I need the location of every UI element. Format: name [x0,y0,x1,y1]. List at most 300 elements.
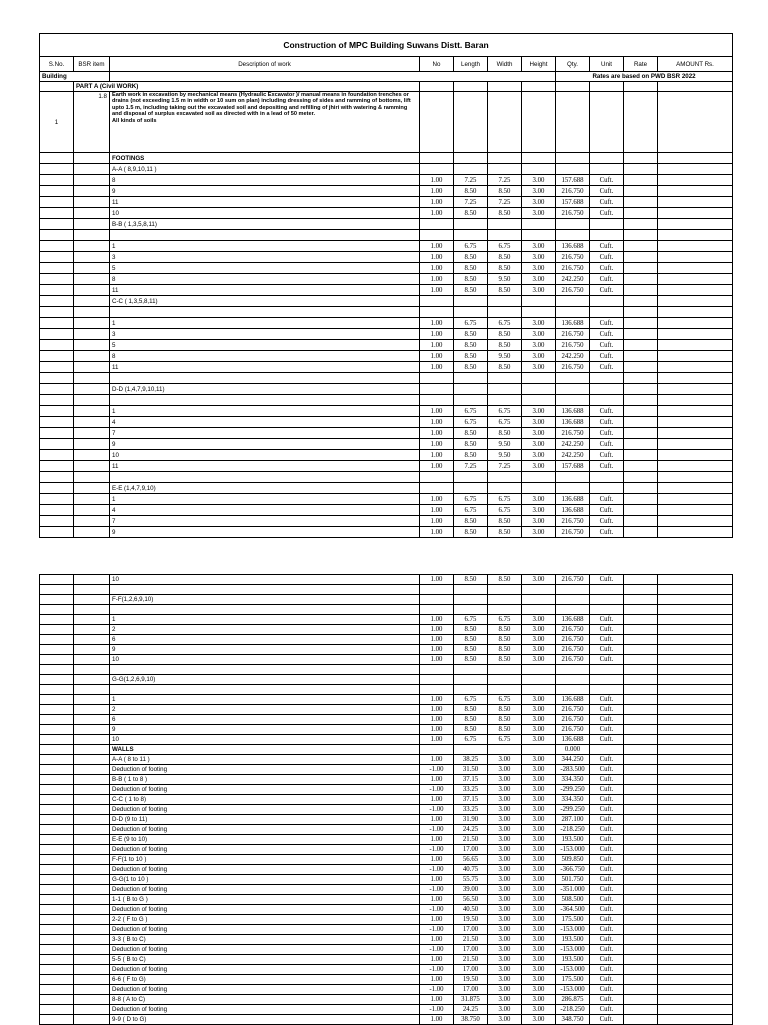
rate-cell [624,296,658,307]
rate-cell [624,605,658,615]
bsr-cell [74,406,110,417]
table-row [40,725,733,735]
unit-cell: Cuft. [590,615,624,625]
item-sno: 1 [40,92,74,153]
amount-cell [658,605,733,615]
qty-cell: 157.688 [556,461,590,472]
description-cell: A-A ( 8,9,10,11 ) [110,164,420,175]
qty-cell: 157.688 [556,197,590,208]
width-cell: 7.25 [488,461,522,472]
sno-cell [40,935,74,945]
qty-cell: 0.000 [556,745,590,755]
length-cell: 8.50 [454,263,488,274]
bsr-cell [74,875,110,885]
length-cell: 55.75 [454,875,488,885]
height-cell: 3.00 [522,635,556,645]
unit-cell [590,605,624,615]
qty-cell: 509.850 [556,855,590,865]
table-row [40,655,733,665]
bsr-cell [74,575,110,585]
table-row [40,955,733,965]
header-description: Description of work [110,57,420,72]
length-cell: 24.25 [454,1005,488,1015]
width-cell [488,384,522,395]
bsr-cell [74,505,110,516]
no-cell: 1.00 [420,815,454,825]
sno-cell [40,605,74,615]
description-cell: 9 [110,725,420,735]
amount-cell [658,274,733,285]
unit-cell: Cuft. [590,655,624,665]
qty-cell [556,675,590,685]
qty-cell: 136.688 [556,417,590,428]
no-cell: -1.00 [420,845,454,855]
amount-cell [658,296,733,307]
table-row [40,175,733,186]
no-cell [420,595,454,605]
table-row [40,935,733,945]
width-cell: 8.50 [488,186,522,197]
qty-cell: 216.750 [556,625,590,635]
qty-cell: 136.688 [556,735,590,745]
rate-cell [624,527,658,538]
no-cell [420,307,454,318]
unit-cell [590,472,624,483]
bsr-cell [74,252,110,263]
unit-cell: Cuft. [590,274,624,285]
amount-cell [658,965,733,975]
width-cell: 9.50 [488,274,522,285]
width-cell: 8.50 [488,575,522,585]
sno-cell [40,625,74,635]
qty-cell: 344.250 [556,755,590,765]
sno-cell [40,285,74,296]
height-cell: 3.00 [522,835,556,845]
description-cell: 10 [110,575,420,585]
sno-cell [40,785,74,795]
bsr-cell [74,472,110,483]
description-cell: 10 [110,735,420,745]
height-cell: 3.00 [522,805,556,815]
unit-cell: Cuft. [590,735,624,745]
no-cell [420,219,454,230]
unit-cell: Cuft. [590,285,624,296]
width-cell: 3.00 [488,975,522,985]
sno-cell [40,645,74,655]
rate-cell [624,815,658,825]
amount-cell [658,795,733,805]
unit-cell: Cuft. [590,975,624,985]
height-cell: 3.00 [522,362,556,373]
length-cell: 8.50 [454,439,488,450]
rate-cell [624,208,658,219]
sno-cell [40,635,74,645]
no-cell [420,483,454,494]
amount-cell [658,351,733,362]
width-cell [488,307,522,318]
description-cell: 8 [110,351,420,362]
bsr-cell [74,461,110,472]
header-unit: Unit [590,57,624,72]
bsr-cell [74,765,110,775]
length-cell: 6.75 [454,318,488,329]
height-cell: 3.00 [522,985,556,995]
no-cell: 1.00 [420,615,454,625]
sno-cell [40,575,74,585]
height-cell [522,472,556,483]
qty-cell: 193.500 [556,835,590,845]
table-row [40,735,733,745]
unit-cell: Cuft. [590,439,624,450]
table-row [40,775,733,785]
width-cell: 6.75 [488,417,522,428]
description-cell [110,585,420,595]
no-cell: -1.00 [420,925,454,935]
unit-cell: Cuft. [590,252,624,263]
description-cell: 5-5 ( B to C) [110,955,420,965]
qty-cell: 216.750 [556,575,590,585]
description-cell: 4 [110,417,420,428]
no-cell: -1.00 [420,825,454,835]
item-description-cell [110,92,420,153]
table-row [40,208,733,219]
no-cell: 1.00 [420,428,454,439]
bsr-cell [74,655,110,665]
table-row [40,516,733,527]
length-cell [454,665,488,675]
width-cell: 3.00 [488,1005,522,1015]
sno-cell [40,675,74,685]
bsr-cell [74,905,110,915]
length-cell: 31.50 [454,765,488,775]
estimate-sheet-page-2 [39,574,733,1025]
table-row [40,945,733,955]
length-cell: 8.50 [454,428,488,439]
table-row [40,705,733,715]
bsr-cell [74,1005,110,1015]
bsr-cell [74,219,110,230]
width-cell [488,153,522,164]
amount-cell [658,615,733,625]
amount-cell [658,527,733,538]
width-cell: 3.00 [488,935,522,945]
header-length: Length [454,57,488,72]
no-cell [420,675,454,685]
height-cell: 3.00 [522,439,556,450]
sno-cell [40,527,74,538]
length-cell: 8.50 [454,645,488,655]
building-label: Building [40,72,110,82]
unit-cell: Cuft. [590,765,624,775]
no-cell: -1.00 [420,945,454,955]
qty-cell: -218.250 [556,825,590,835]
amount-cell [658,439,733,450]
rate-cell [624,665,658,675]
rate-cell [624,785,658,795]
bsr-cell [74,395,110,406]
width-cell [488,230,522,241]
rate-cell [624,755,658,765]
table-row [40,745,733,755]
length-cell [454,605,488,615]
rate-cell [624,855,658,865]
width-cell: 3.00 [488,785,522,795]
unit-cell: Cuft. [590,175,624,186]
rate-cell [624,745,658,755]
height-cell: 3.00 [522,865,556,875]
bsr-cell [74,362,110,373]
table-row [40,875,733,885]
width-cell: 6.75 [488,494,522,505]
height-cell [522,685,556,695]
width-cell: 8.50 [488,340,522,351]
length-cell [454,675,488,685]
amount-cell [658,505,733,516]
amount-cell [658,955,733,965]
sno-cell [40,595,74,605]
height-cell: 3.00 [522,252,556,263]
description-cell: FOOTINGS [110,153,420,164]
description-cell: E-E (1,4,7,9,10) [110,483,420,494]
width-cell: 3.00 [488,775,522,785]
bsr-cell [74,935,110,945]
qty-cell: 242.250 [556,351,590,362]
unit-cell: Cuft. [590,895,624,905]
amount-cell [658,755,733,765]
rate-cell [624,373,658,384]
rate-cell [624,384,658,395]
description-cell: 1 [110,406,420,417]
no-cell: 1.00 [420,955,454,965]
header-no: No [420,57,454,72]
width-cell: 9.50 [488,439,522,450]
no-cell: -1.00 [420,905,454,915]
rate-cell [624,835,658,845]
table-row [40,995,733,1005]
amount-cell [658,494,733,505]
rate-cell [624,461,658,472]
table-row [40,395,733,406]
bsr-cell [74,785,110,795]
no-cell: 1.00 [420,655,454,665]
table-row [40,285,733,296]
width-cell: 3.00 [488,945,522,955]
amount-cell [658,785,733,795]
bsr-cell [74,274,110,285]
table-row [40,197,733,208]
no-cell [420,665,454,675]
length-cell [454,219,488,230]
no-cell: 1.00 [420,635,454,645]
header-bsr-item: BSR item [74,57,110,72]
sno-cell [40,585,74,595]
unit-cell: Cuft. [590,575,624,585]
no-cell [420,296,454,307]
amount-cell [658,925,733,935]
width-cell: 3.00 [488,755,522,765]
height-cell: 3.00 [522,428,556,439]
height-cell: 3.00 [522,785,556,795]
no-cell: 1.00 [420,494,454,505]
sno-cell [40,1015,74,1025]
qty-cell: -351.000 [556,885,590,895]
height-cell: 3.00 [522,406,556,417]
qty-cell: 242.250 [556,450,590,461]
no-cell: 1.00 [420,450,454,461]
amount-cell [658,645,733,655]
unit-cell: Cuft. [590,645,624,655]
sno-cell [40,655,74,665]
rate-cell [624,450,658,461]
unit-cell: Cuft. [590,494,624,505]
amount-cell [658,695,733,705]
height-cell [522,373,556,384]
unit-cell: Cuft. [590,935,624,945]
rate-cell [624,865,658,875]
bsr-cell [74,715,110,725]
no-cell: 1.00 [420,895,454,905]
width-cell: 6.75 [488,615,522,625]
header-qty: Qty. [556,57,590,72]
qty-cell: -218.250 [556,1005,590,1015]
length-cell: 19.50 [454,915,488,925]
bsr-cell [74,153,110,164]
unit-cell: Cuft. [590,505,624,516]
estimate-sheet-page-1 [39,33,733,538]
sno-cell [40,472,74,483]
rate-cell [624,735,658,745]
no-cell: 1.00 [420,439,454,450]
no-cell: 1.00 [420,725,454,735]
width-cell [488,296,522,307]
description-cell [110,605,420,615]
description-cell [110,230,420,241]
amount-cell [658,815,733,825]
qty-cell [556,230,590,241]
bsr-cell [74,885,110,895]
description-cell: 1 [110,318,420,329]
table-row [40,263,733,274]
amount-cell [658,735,733,745]
description-cell: Deduction of footing [110,905,420,915]
item-soil-type: All kinds of soils [112,117,157,124]
description-cell: WALLS [110,745,420,755]
unit-cell: Cuft. [590,965,624,975]
description-cell: D-D (1,4,7,9,10,11) [110,384,420,395]
no-cell [420,745,454,755]
amount-cell [658,915,733,925]
length-cell: 37.15 [454,795,488,805]
amount-cell [658,175,733,186]
height-cell: 3.00 [522,329,556,340]
rate-cell [624,685,658,695]
unit-cell: Cuft. [590,865,624,875]
amount-cell [658,595,733,605]
length-cell: 38.750 [454,1015,488,1025]
qty-cell: 136.688 [556,615,590,625]
bsr-cell [74,995,110,1005]
rate-cell [624,351,658,362]
table-row [40,186,733,197]
sno-cell [40,725,74,735]
rate-cell [624,285,658,296]
qty-cell: 216.750 [556,516,590,527]
description-cell: 11 [110,461,420,472]
table-row [40,329,733,340]
amount-cell [658,461,733,472]
sno-cell [40,329,74,340]
qty-cell: 334.350 [556,775,590,785]
sno-cell [40,307,74,318]
amount-cell [658,575,733,585]
amount-cell [658,362,733,373]
length-cell: 8.50 [454,329,488,340]
qty-cell: 136.688 [556,695,590,705]
height-cell: 3.00 [522,645,556,655]
no-cell: 1.00 [420,645,454,655]
unit-cell: Cuft. [590,775,624,785]
no-cell [420,373,454,384]
unit-cell [590,665,624,675]
qty-cell: 216.750 [556,252,590,263]
unit-cell: Cuft. [590,885,624,895]
rate-cell [624,715,658,725]
sno-cell [40,875,74,885]
qty-cell: 334.350 [556,795,590,805]
width-cell: 8.50 [488,527,522,538]
sno-cell [40,755,74,765]
no-cell [420,384,454,395]
qty-cell: -299.250 [556,805,590,815]
sno-cell [40,915,74,925]
bsr-cell [74,384,110,395]
description-cell: 1 [110,494,420,505]
no-cell: 1.00 [420,362,454,373]
bsr-cell [74,329,110,340]
width-cell: 3.00 [488,835,522,845]
length-cell: 40.50 [454,905,488,915]
qty-cell: 242.250 [556,439,590,450]
rate-cell [624,505,658,516]
no-cell: -1.00 [420,885,454,895]
table-row [40,595,733,605]
description-cell: 6 [110,715,420,725]
qty-cell: 216.750 [556,635,590,645]
table-row [40,715,733,725]
length-cell: 7.25 [454,175,488,186]
length-cell: 8.50 [454,285,488,296]
no-cell: 1.00 [420,505,454,516]
height-cell [522,665,556,675]
height-cell: 3.00 [522,735,556,745]
bsr-cell [74,351,110,362]
amount-cell [658,516,733,527]
qty-cell: 216.750 [556,362,590,373]
unit-cell [590,685,624,695]
no-cell: 1.00 [420,915,454,925]
amount-cell [658,252,733,263]
table-row [40,665,733,675]
unit-cell: Cuft. [590,855,624,865]
no-cell [420,585,454,595]
rate-cell [624,274,658,285]
sno-cell [40,955,74,965]
height-cell [522,585,556,595]
sno-cell [40,1005,74,1015]
bsr-cell [74,605,110,615]
length-cell: 8.50 [454,655,488,665]
width-cell: 3.00 [488,825,522,835]
